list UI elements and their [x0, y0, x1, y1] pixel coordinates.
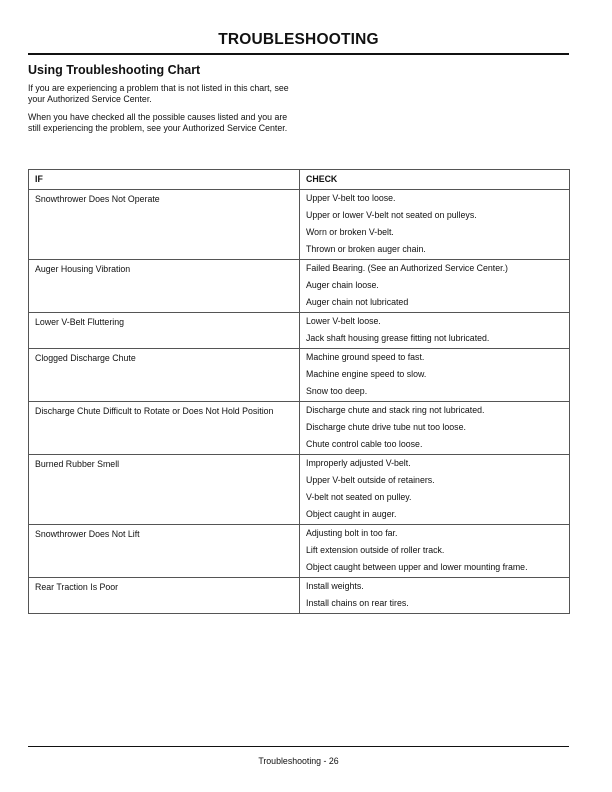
problem-cell: Discharge Chute Difficult to Rotate or Does Not Hold Position: [29, 402, 300, 455]
check-item: Upper V-belt outside of retainers.: [306, 475, 435, 485]
table-row: [29, 190, 570, 260]
check-item: Auger chain not lubricated: [306, 297, 409, 307]
problem-cell: Clogged Discharge Chute: [29, 349, 300, 402]
check-cell: [300, 260, 570, 313]
problem-cell: Snowthrower Does Not Lift: [29, 525, 300, 578]
check-item: V-belt not seated on pulley.: [306, 492, 412, 502]
check-item: Snow too deep.: [306, 386, 368, 396]
check-cell: [300, 578, 570, 614]
table-header-row: [29, 170, 570, 190]
table-row: [29, 349, 570, 402]
check-item: Upper V-belt too loose.: [306, 193, 396, 203]
check-item: Machine ground speed to fast.: [306, 352, 425, 362]
title-rule: [28, 53, 569, 55]
page-footer: Troubleshooting - 26: [258, 756, 339, 766]
check-item: Install chains on rear tires.: [306, 598, 409, 608]
troubleshooting-table: [28, 169, 570, 614]
table-body: [29, 190, 570, 614]
check-item: Install weights.: [306, 581, 364, 591]
check-cell: [300, 190, 570, 260]
table-row: [29, 402, 570, 455]
section-heading: Using Troubleshooting Chart: [28, 63, 201, 77]
check-item: Jack shaft housing grease fitting not lubricated.: [306, 333, 490, 343]
check-item: Failed Bearing. (See an Authorized Service Center.): [306, 263, 508, 273]
table-row: [29, 525, 570, 578]
check-item: Lower V-belt loose.: [306, 316, 381, 326]
table-row: [29, 578, 570, 614]
intro-paragraph: If you are experiencing a problem that is not listed in this chart, see your Authorized Service Center.: [28, 83, 289, 104]
check-item: Lift extension outside of roller track.: [306, 545, 445, 555]
check-item: Machine engine speed to slow.: [306, 369, 427, 379]
problem-cell: Snowthrower Does Not Operate: [29, 190, 300, 260]
check-item: Object caught between upper and lower mounting frame.: [306, 562, 528, 572]
check-item: Improperly adjusted V-belt.: [306, 458, 411, 468]
check-item: Adjusting bolt in too far.: [306, 528, 398, 538]
page-title: TROUBLESHOOTING: [218, 31, 379, 48]
problem-cell: Burned Rubber Smell: [29, 455, 300, 525]
header-check: CHECK: [300, 170, 570, 190]
check-cell: [300, 349, 570, 402]
check-item: Worn or broken V-belt.: [306, 227, 394, 237]
check-item: Upper or lower V-belt not seated on pulleys.: [306, 210, 477, 220]
check-item: Object caught in auger.: [306, 509, 397, 519]
table-row: [29, 260, 570, 313]
intro-paragraph: When you have checked all the possible causes listed and you are still experiencing the problem, see your Authorized Service Center.: [28, 112, 288, 133]
check-cell: [300, 313, 570, 349]
table-row: [29, 313, 570, 349]
table-row: [29, 455, 570, 525]
check-cell: [300, 402, 570, 455]
check-cell: [300, 525, 570, 578]
check-item: Thrown or broken auger chain.: [306, 244, 426, 254]
problem-cell: Rear Traction Is Poor: [29, 578, 300, 614]
header-if: IF: [29, 170, 300, 190]
check-item: Discharge chute and stack ring not lubricated.: [306, 405, 485, 415]
problem-cell: Lower V-Belt Fluttering: [29, 313, 300, 349]
check-item: Auger chain loose.: [306, 280, 379, 290]
check-item: Chute control cable too loose.: [306, 439, 423, 449]
check-item: Discharge chute drive tube nut too loose.: [306, 422, 466, 432]
footer-rule: [28, 746, 569, 747]
problem-cell: Auger Housing Vibration: [29, 260, 300, 313]
check-cell: [300, 455, 570, 525]
